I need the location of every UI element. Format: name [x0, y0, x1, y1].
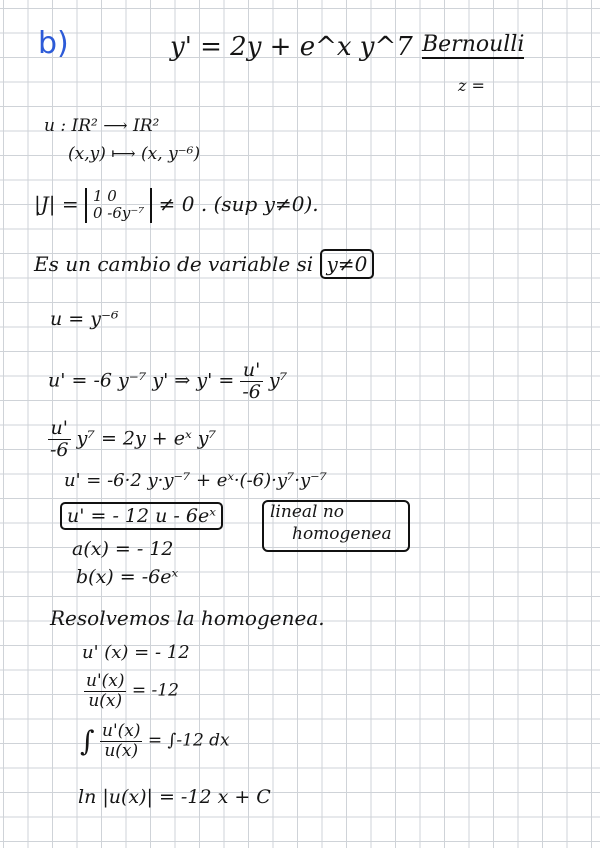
integral-sign: ∫	[80, 724, 95, 758]
u-derivative: u' = -6 y⁻⁷ y' ⇒ y' =	[48, 369, 235, 392]
jacobian-line	[34, 188, 319, 223]
u-definition: u = y⁻⁶	[50, 308, 119, 330]
hom2-fraction	[84, 672, 126, 710]
hom2-rest: = -12	[131, 680, 179, 701]
jacobian-rhs: ≠ 0 . (sup y≠0).	[158, 191, 319, 216]
solve-heading: Resolvemos la homogenea.	[50, 606, 325, 630]
z-line: z =	[458, 76, 485, 95]
substituted-rest: y⁷ = 2y + eˣ y⁷	[76, 427, 217, 450]
method-label: Bernoulli	[422, 32, 525, 57]
hom2-denominator: u(x)	[88, 690, 123, 711]
u-derivative-fraction	[240, 360, 263, 403]
homogeneous-eq-3	[80, 722, 230, 760]
b-of-x: b(x) = -6eˣ	[76, 566, 179, 588]
u-derivative-numerator: u'	[240, 360, 263, 382]
part-label: b)	[38, 26, 69, 61]
substituted-numerator: u'	[48, 418, 71, 440]
expanded-equation: u' = -6·2 y·y⁻⁷ + eˣ·(-6)·y⁷·y⁻⁷	[64, 470, 327, 491]
substituted-equation	[48, 418, 216, 461]
hom3-fraction	[100, 722, 142, 760]
jacobian-row-2: 0 -6y⁻⁷	[92, 204, 145, 223]
substituted-fraction	[48, 418, 71, 461]
substituted-denominator: -6	[50, 438, 69, 461]
hom3-numerator: u'(x)	[102, 721, 141, 741]
hom3-rest: = ∫-12 dx	[147, 730, 230, 751]
homogeneous-eq-1: u' (x) = - 12	[82, 642, 190, 663]
change-text: Es un cambio de variable si	[34, 252, 314, 276]
map-definition: u : IR² ⟶ IR²	[44, 116, 160, 136]
jacobian-determinant	[85, 188, 152, 223]
hom2-numerator: u'(x)	[86, 671, 125, 691]
linear-note-line-1: lineal no	[270, 502, 345, 522]
change-of-variable-line	[34, 252, 374, 276]
u-derivative-denominator: -6	[242, 380, 261, 403]
jacobian-row-1: 1 0	[92, 187, 117, 205]
u-derivative-tail: y⁷	[268, 369, 288, 392]
homogeneous-eq-2	[84, 672, 179, 710]
change-condition: y≠0	[320, 249, 375, 279]
hom3-denominator: u(x)	[104, 740, 139, 761]
linear-note-line-2: homogenea	[292, 524, 392, 544]
linear-equation-boxed: u' = - 12 u - 6eˣ	[60, 502, 223, 530]
equation-title: y' = 2y + e^x y^7	[170, 32, 413, 62]
jacobian-lhs: |J| =	[34, 191, 79, 216]
a-of-x: a(x) = - 12	[72, 538, 174, 560]
homogeneous-eq-4: ln |u(x)| = -12 x + C	[78, 786, 271, 808]
map-rule: (x,y) ⟼ (x, y⁻⁶)	[68, 144, 201, 164]
u-derivative-line	[48, 360, 287, 403]
